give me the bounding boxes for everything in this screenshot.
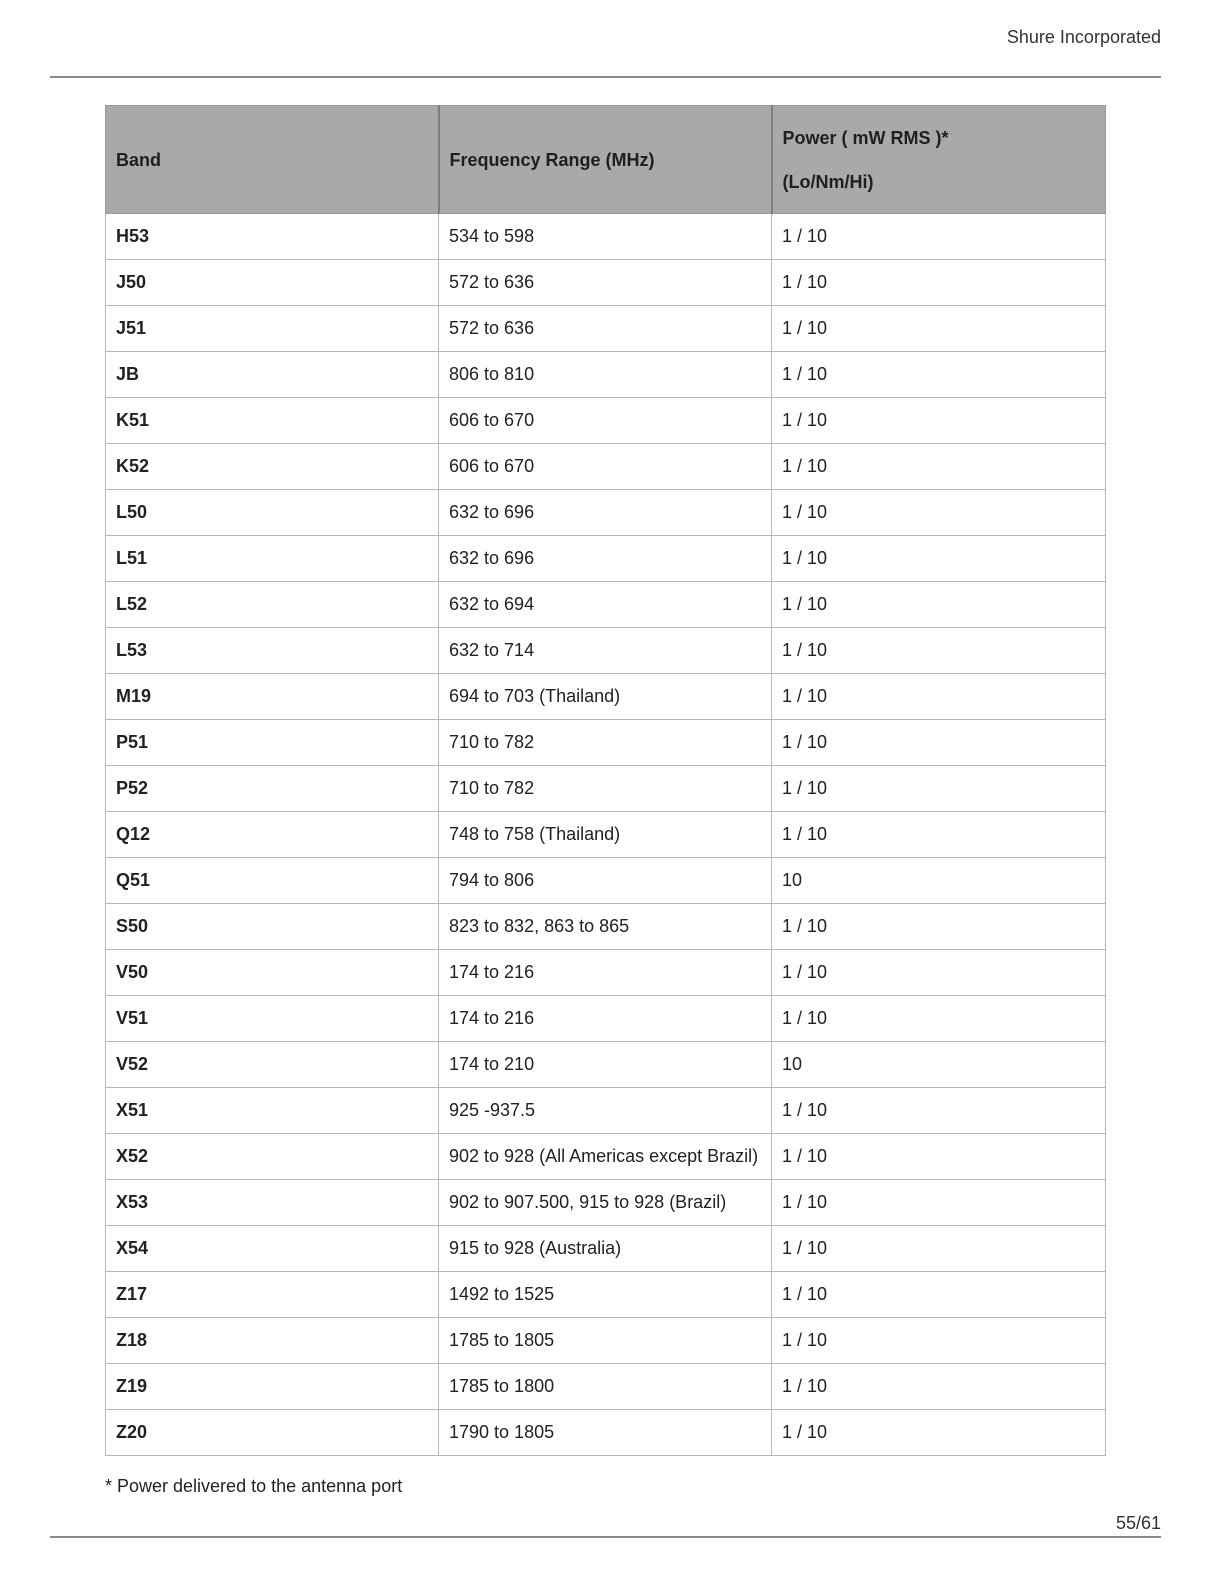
frequency-cell: 534 to 598 <box>439 214 772 260</box>
band-cell: L53 <box>106 628 439 674</box>
header-power-line1: Power ( mW RMS )* <box>782 127 949 148</box>
power-cell: 1 / 10 <box>772 720 1106 766</box>
band-cell: V50 <box>106 950 439 996</box>
table-row <box>106 674 1106 720</box>
band-cell: Z19 <box>106 1364 439 1410</box>
frequency-cell: 710 to 782 <box>439 720 772 766</box>
table-row <box>106 490 1106 536</box>
frequency-cell: 632 to 714 <box>439 628 772 674</box>
power-cell: 1 / 10 <box>772 674 1106 720</box>
frequency-cell: 174 to 216 <box>439 996 772 1042</box>
frequency-cell: 823 to 832, 863 to 865 <box>439 904 772 950</box>
band-cell: Q51 <box>106 858 439 904</box>
band-cell: P52 <box>106 766 439 812</box>
frequency-cell: 632 to 696 <box>439 490 772 536</box>
band-cell: M19 <box>106 674 439 720</box>
power-cell: 1 / 10 <box>772 1364 1106 1410</box>
header-frequency-range: Frequency Range (MHz) <box>439 106 772 214</box>
header-power-line2: (Lo/Nm/Hi) <box>782 171 874 192</box>
band-cell: V51 <box>106 996 439 1042</box>
frequency-cell: 794 to 806 <box>439 858 772 904</box>
table-row <box>106 1180 1106 1226</box>
power-cell: 1 / 10 <box>772 1318 1106 1364</box>
power-cell: 1 / 10 <box>772 1272 1106 1318</box>
power-cell: 1 / 10 <box>772 582 1106 628</box>
band-cell: X52 <box>106 1134 439 1180</box>
frequency-cell: 174 to 210 <box>439 1042 772 1088</box>
table-body <box>106 214 1106 1456</box>
band-cell: J51 <box>106 306 439 352</box>
band-cell: V52 <box>106 1042 439 1088</box>
table-row <box>106 858 1106 904</box>
power-cell: 1 / 10 <box>772 1134 1106 1180</box>
band-cell: J50 <box>106 260 439 306</box>
frequency-cell: 572 to 636 <box>439 306 772 352</box>
band-cell: X51 <box>106 1088 439 1134</box>
frequency-cell: 710 to 782 <box>439 766 772 812</box>
band-cell: Z18 <box>106 1318 439 1364</box>
table-row <box>106 1042 1106 1088</box>
footer-divider <box>50 1536 1161 1538</box>
power-cell: 10 <box>772 858 1106 904</box>
frequency-cell: 1492 to 1525 <box>439 1272 772 1318</box>
table-row <box>106 1364 1106 1410</box>
band-cell: K52 <box>106 444 439 490</box>
table-row <box>106 444 1106 490</box>
band-cell: S50 <box>106 904 439 950</box>
table-row <box>106 1088 1106 1134</box>
band-cell: P51 <box>106 720 439 766</box>
page-number: 55/61 <box>1115 1513 1161 1533</box>
band-cell: Z20 <box>106 1410 439 1456</box>
power-cell: 1 / 10 <box>772 996 1106 1042</box>
frequency-cell: 632 to 694 <box>439 582 772 628</box>
table-row <box>106 398 1106 444</box>
table-row <box>106 950 1106 996</box>
power-cell: 1 / 10 <box>772 306 1106 352</box>
table-row <box>106 1272 1106 1318</box>
table-row <box>106 1410 1106 1456</box>
table-row <box>106 766 1106 812</box>
table-row <box>106 1226 1106 1272</box>
frequency-cell: 1790 to 1805 <box>439 1410 772 1456</box>
header-divider <box>50 76 1161 78</box>
power-cell: 1 / 10 <box>772 536 1106 582</box>
table-row <box>106 628 1106 674</box>
frequency-cell: 694 to 703 (Thailand) <box>439 674 772 720</box>
frequency-cell: 902 to 928 (All Americas except Brazil) <box>439 1134 772 1180</box>
company-name: Shure Incorporated <box>1006 27 1161 47</box>
power-cell: 1 / 10 <box>772 260 1106 306</box>
power-cell: 1 / 10 <box>772 628 1106 674</box>
band-cell: X53 <box>106 1180 439 1226</box>
table-row <box>106 536 1106 582</box>
frequency-cell: 806 to 810 <box>439 352 772 398</box>
table-row <box>106 582 1106 628</box>
band-cell: Z17 <box>106 1272 439 1318</box>
table-row <box>106 1134 1106 1180</box>
frequency-cell: 915 to 928 (Australia) <box>439 1226 772 1272</box>
table-row <box>106 1318 1106 1364</box>
table-row <box>106 260 1106 306</box>
table-row <box>106 904 1106 950</box>
power-cell: 1 / 10 <box>772 490 1106 536</box>
power-cell: 1 / 10 <box>772 1226 1106 1272</box>
power-cell: 1 / 10 <box>772 766 1106 812</box>
band-cell: X54 <box>106 1226 439 1272</box>
frequency-cell: 925 -937.5 <box>439 1088 772 1134</box>
frequency-cell: 606 to 670 <box>439 444 772 490</box>
band-cell: Q12 <box>106 812 439 858</box>
power-cell: 1 / 10 <box>772 444 1106 490</box>
band-cell: JB <box>106 352 439 398</box>
frequency-cell: 632 to 696 <box>439 536 772 582</box>
frequency-cell: 1785 to 1805 <box>439 1318 772 1364</box>
power-cell: 1 / 10 <box>772 1180 1106 1226</box>
band-cell: L50 <box>106 490 439 536</box>
table-row <box>106 720 1106 766</box>
header-power <box>772 106 1106 214</box>
power-cell: 1 / 10 <box>772 214 1106 260</box>
band-cell: H53 <box>106 214 439 260</box>
header-band: Band <box>106 106 439 214</box>
table-row <box>106 214 1106 260</box>
frequency-cell: 1785 to 1800 <box>439 1364 772 1410</box>
band-cell: L51 <box>106 536 439 582</box>
footnote: * Power delivered to the antenna port <box>105 1476 403 1496</box>
power-cell: 1 / 10 <box>772 812 1106 858</box>
table-header-row <box>106 106 1106 214</box>
frequency-cell: 902 to 907.500, 915 to 928 (Brazil) <box>439 1180 772 1226</box>
power-cell: 1 / 10 <box>772 1410 1106 1456</box>
band-cell: K51 <box>106 398 439 444</box>
table-row <box>106 352 1106 398</box>
power-cell: 1 / 10 <box>772 398 1106 444</box>
frequency-band-table <box>105 105 1106 1456</box>
table-row <box>106 812 1106 858</box>
power-cell: 1 / 10 <box>772 352 1106 398</box>
frequency-cell: 174 to 216 <box>439 950 772 996</box>
frequency-cell: 748 to 758 (Thailand) <box>439 812 772 858</box>
power-cell: 10 <box>772 1042 1106 1088</box>
power-cell: 1 / 10 <box>772 950 1106 996</box>
frequency-cell: 572 to 636 <box>439 260 772 306</box>
band-cell: L52 <box>106 582 439 628</box>
power-cell: 1 / 10 <box>772 904 1106 950</box>
frequency-cell: 606 to 670 <box>439 398 772 444</box>
table-row <box>106 306 1106 352</box>
power-cell: 1 / 10 <box>772 1088 1106 1134</box>
table-row <box>106 996 1106 1042</box>
